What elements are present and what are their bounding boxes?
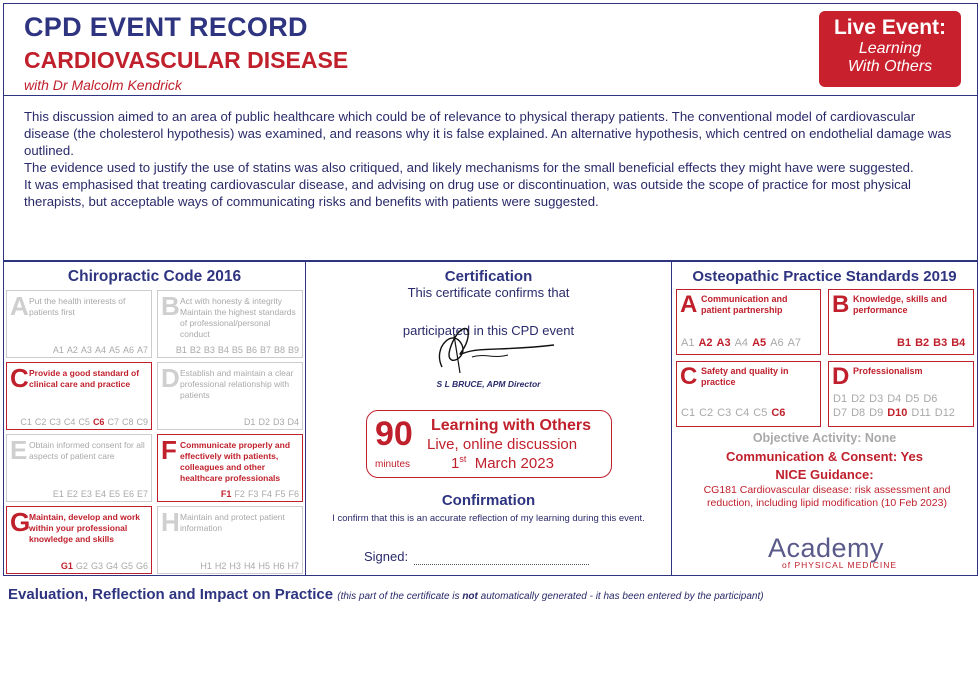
- chiro-letter-g: G: [10, 507, 31, 537]
- confirmation-heading: Confirmation: [441, 492, 536, 509]
- chiro-letter-c: C: [10, 363, 29, 393]
- code-b1: B1: [175, 345, 187, 355]
- code-b5: B5: [231, 345, 243, 355]
- code-b8: B8: [273, 345, 285, 355]
- cpd-minutes-label: minutes: [375, 459, 411, 470]
- osteo-letter-a: A: [680, 291, 698, 318]
- chiro-text-a: Put the health interests of patients first: [29, 296, 126, 317]
- event-summary: [3, 95, 978, 261]
- code-h3: H3: [229, 561, 241, 571]
- nice-guidance-heading: NICE Guidance:: [775, 467, 874, 482]
- code-c5: C5: [78, 417, 90, 427]
- certification-line-2: participated in this CPD event: [402, 323, 575, 338]
- chiro-box-g: [6, 506, 152, 574]
- chiropractic-title: Chiropractic Code 2016: [67, 268, 242, 285]
- osteo-code-d3: D3: [869, 393, 884, 405]
- code-c8: C8: [121, 417, 134, 427]
- code-f6: F6: [288, 489, 299, 499]
- osteo-codes-d-row1: [833, 393, 941, 405]
- osteo-code-c6: C6: [771, 407, 786, 419]
- osteo-code-a7: A7: [787, 337, 802, 349]
- code-c1: C1: [20, 417, 32, 427]
- code-a4: A4: [94, 345, 106, 355]
- osteo-code-d7: D7: [833, 407, 848, 419]
- code-e3: E3: [80, 489, 92, 499]
- chiropractic-code-panel: [3, 261, 306, 576]
- code-b3: B3: [203, 345, 215, 355]
- osteo-code-d8: D8: [851, 407, 866, 419]
- chiro-codes-a: [50, 345, 148, 355]
- chiro-box-h: [157, 506, 303, 574]
- chiro-text-g: Maintain, develop and work within your professional knowledge and skills: [29, 512, 140, 544]
- event-day: 1: [451, 455, 460, 472]
- osteo-codes-d-row2: [833, 407, 959, 419]
- code-c9: C9: [136, 417, 148, 427]
- code-g3: G3: [90, 561, 103, 571]
- nice-guidance-text: CG181 Cardiovascular disease: risk assessment and reduction, including lipid modification (10 Feb 2023): [703, 484, 951, 509]
- chiro-letter-b: B: [161, 291, 180, 321]
- communication-consent: Communication & Consent: Yes: [726, 449, 923, 464]
- code-e1: E1: [52, 489, 64, 499]
- osteo-text-a: Communication and patient partnership: [701, 294, 788, 315]
- code-f1: F1: [220, 489, 232, 499]
- event-date: [451, 454, 554, 472]
- evaluation-heading: [8, 586, 764, 603]
- osteo-code-a2: A2: [698, 337, 713, 349]
- code-e7: E7: [136, 489, 148, 499]
- code-a7: A7: [136, 345, 148, 355]
- chiro-text-b: Act with honesty & integrity Maintain the highest standards of professional/personal conduct: [180, 296, 296, 339]
- cpd-minutes-value: 90: [375, 415, 413, 453]
- osteo-code-a3: A3: [716, 337, 731, 349]
- osteo-code-a5: A5: [752, 337, 767, 349]
- chiro-codes-c: [17, 417, 148, 427]
- code-e6: E6: [122, 489, 134, 499]
- code-f4: F4: [261, 489, 272, 499]
- chiro-codes-e: [50, 489, 148, 499]
- code-h7: H7: [287, 561, 299, 571]
- chiro-letter-e: E: [10, 435, 28, 465]
- page-title: CPD EVENT RECORD: [24, 12, 308, 42]
- chiro-box-c: [6, 362, 152, 430]
- code-h4: H4: [243, 561, 256, 571]
- header: [3, 3, 978, 96]
- event-month-year: March 2023: [474, 455, 554, 472]
- code-h5: H5: [258, 561, 270, 571]
- osteo-code-b2: B2: [915, 337, 930, 349]
- code-b4: B4: [217, 345, 229, 355]
- osteo-code-a4: A4: [734, 337, 749, 349]
- code-a2: A2: [66, 345, 78, 355]
- chiro-box-b: [157, 290, 303, 358]
- osteo-letter-c: C: [680, 363, 698, 390]
- osteo-text-d: Professionalism: [853, 366, 923, 376]
- code-e2: E2: [66, 489, 78, 499]
- certification-panel: [305, 261, 672, 576]
- academy-logo: Academy: [768, 533, 885, 563]
- osteo-code-c1: C1: [681, 407, 696, 419]
- osteo-code-d11: D11: [911, 407, 931, 419]
- osteo-code-c3: C3: [717, 407, 732, 419]
- code-g5: G5: [120, 561, 133, 571]
- osteopathic-standards-panel: [671, 261, 978, 576]
- code-e5: E5: [108, 489, 120, 499]
- code-d3: D3: [272, 417, 285, 427]
- chiro-text-e: Obtain informed consent for all aspects of patient care: [29, 440, 145, 461]
- osteo-code-d6: D6: [923, 393, 938, 405]
- note-after: automatically generated - it has been entered by the participant): [477, 591, 764, 602]
- code-c3: C3: [49, 417, 61, 427]
- signature-line[interactable]: [414, 564, 589, 565]
- chiro-letter-f: F: [161, 435, 177, 465]
- chiro-codes-d: [241, 417, 299, 427]
- chiro-codes-b: [173, 345, 299, 355]
- signature-image: [424, 317, 564, 377]
- chiro-text-f: Communicate properly and effectively with patients, colleagues and other healthcare professionals: [180, 440, 291, 483]
- note-bold: not: [462, 591, 478, 602]
- code-h1: H1: [200, 561, 212, 571]
- osteo-codes-b: [897, 337, 969, 349]
- summary-paragraph-2: The evidence used to justify the use of statins was also critiqued, and likely mechanisms for the small beneficial effects they might have were suggested.: [24, 160, 914, 175]
- code-h2: H2: [214, 561, 227, 571]
- event-mode: Live, online discussion: [427, 436, 578, 453]
- signed-label: Signed:: [364, 549, 409, 564]
- osteo-letter-d: D: [832, 363, 850, 390]
- osteo-code-c4: C4: [735, 407, 750, 419]
- code-b9: B9: [287, 345, 299, 355]
- chiro-codes-g: [58, 561, 148, 571]
- evaluation-title: Evaluation, Reflection and Impact on Practice: [8, 586, 334, 603]
- code-b2: B2: [189, 345, 201, 355]
- osteo-code-b3: B3: [933, 337, 948, 349]
- osteo-text-b: Knowledge, skills and performance: [853, 294, 948, 315]
- osteo-code-c5: C5: [753, 407, 768, 419]
- code-c7: C7: [107, 417, 119, 427]
- live-event-badge: [819, 11, 961, 87]
- osteo-codes-a: [681, 337, 805, 349]
- osteo-code-d9: D9: [869, 407, 884, 419]
- osteo-code-d12: D12: [934, 407, 955, 419]
- chiro-text-d: Establish and maintain a clear professional relationship with patients: [180, 368, 294, 400]
- osteo-code-d1: D1: [833, 393, 848, 405]
- code-a6: A6: [122, 345, 134, 355]
- event-day-suffix: st: [459, 454, 467, 464]
- badge-line-2: Learning: [858, 40, 922, 57]
- osteo-letter-b: B: [832, 291, 850, 318]
- code-b7: B7: [259, 345, 271, 355]
- code-g2: G2: [75, 561, 88, 571]
- osteo-code-d5: D5: [905, 393, 920, 405]
- summary-paragraph-1: This discussion aimed to an area of public healthcare which could be of relevance to physical therapy patients. The conventional model of cardiovascular disease (the cholesterol hypothesis) was examined, and reasons why it is false explained. An alternative hypothesis, which centred on endothelial damage was outlined.: [24, 109, 952, 158]
- chiro-codes-h: [197, 561, 299, 571]
- note-before: (this part of the certificate is: [337, 591, 463, 602]
- osteo-code-c2: C2: [699, 407, 714, 419]
- chiro-codes-f: [218, 489, 299, 499]
- academy-logo-sub: of PHYSICAL MEDICINE: [782, 560, 898, 570]
- chiro-letter-d: D: [161, 363, 180, 393]
- osteo-code-d4: D4: [887, 393, 902, 405]
- certification-heading: Certification: [444, 268, 533, 285]
- code-d2: D2: [258, 417, 270, 427]
- certification-line-1: This certificate confirms that: [407, 285, 570, 300]
- code-f5: F5: [274, 489, 286, 499]
- code-a3: A3: [80, 345, 92, 355]
- osteo-code-d2: D2: [851, 393, 866, 405]
- osteo-code-d10: D10: [887, 407, 908, 419]
- chiro-text-c: Provide a good standard of clinical care and practice: [29, 368, 140, 389]
- osteo-text-c: Safety and quality in practice: [701, 366, 789, 387]
- osteo-code-a6: A6: [770, 337, 784, 349]
- code-g4: G4: [105, 561, 118, 571]
- code-d1: D1: [243, 417, 256, 427]
- chiro-box-e: [6, 434, 152, 502]
- code-a1: A1: [52, 345, 64, 355]
- code-c4: C4: [63, 417, 76, 427]
- osteopathic-title: Osteopathic Practice Standards 2019: [692, 268, 957, 285]
- code-a5: A5: [108, 345, 120, 355]
- badge-line-3: With Others: [847, 58, 933, 75]
- signer-name: S L BRUCE, APM Director: [436, 379, 541, 389]
- badge-line-1: Live Event:: [833, 16, 947, 39]
- code-e4: E4: [94, 489, 106, 499]
- event-type: Learning with Others: [431, 417, 592, 434]
- chiro-box-f: [157, 434, 303, 502]
- chiro-letter-a: A: [10, 291, 29, 321]
- osteo-codes-c: [681, 407, 789, 419]
- event-topic: CARDIOVASCULAR DISEASE: [24, 47, 349, 73]
- code-c2: C2: [34, 417, 47, 427]
- presenter: with Dr Malcolm Kendrick: [24, 77, 182, 93]
- code-d4: D4: [287, 417, 299, 427]
- cpd-minutes-box: [366, 410, 612, 478]
- evaluation-note: [337, 591, 763, 602]
- confirmation-text: I confirm that this is an accurate reflection of my learning during this event.: [332, 513, 645, 524]
- code-b6: B6: [245, 345, 257, 355]
- code-h6: H6: [272, 561, 285, 571]
- chiro-box-a: [6, 290, 152, 358]
- chiro-letter-h: H: [161, 507, 180, 537]
- objective-activity: Objective Activity: None: [752, 431, 897, 445]
- chiro-box-d: [157, 362, 303, 430]
- code-c6: C6: [92, 417, 105, 427]
- code-g1: G1: [60, 561, 73, 571]
- osteo-code-b4: B4: [951, 337, 966, 349]
- code-f2: F2: [234, 489, 245, 499]
- summary-paragraph-3: It was emphasised that treating cardiovascular disease, and advising on drug use or discontinuation, was outside the scope of practice for most physical therapists, but acceptable ways of communicating risks and benefits with patients were suggested.: [24, 177, 911, 209]
- osteo-code-b1: B1: [897, 337, 912, 349]
- code-g6: G6: [135, 561, 148, 571]
- chiro-text-h: Maintain and protect patient information: [180, 512, 285, 533]
- osteo-code-a1: A1: [681, 337, 695, 349]
- code-f3: F3: [247, 489, 259, 499]
